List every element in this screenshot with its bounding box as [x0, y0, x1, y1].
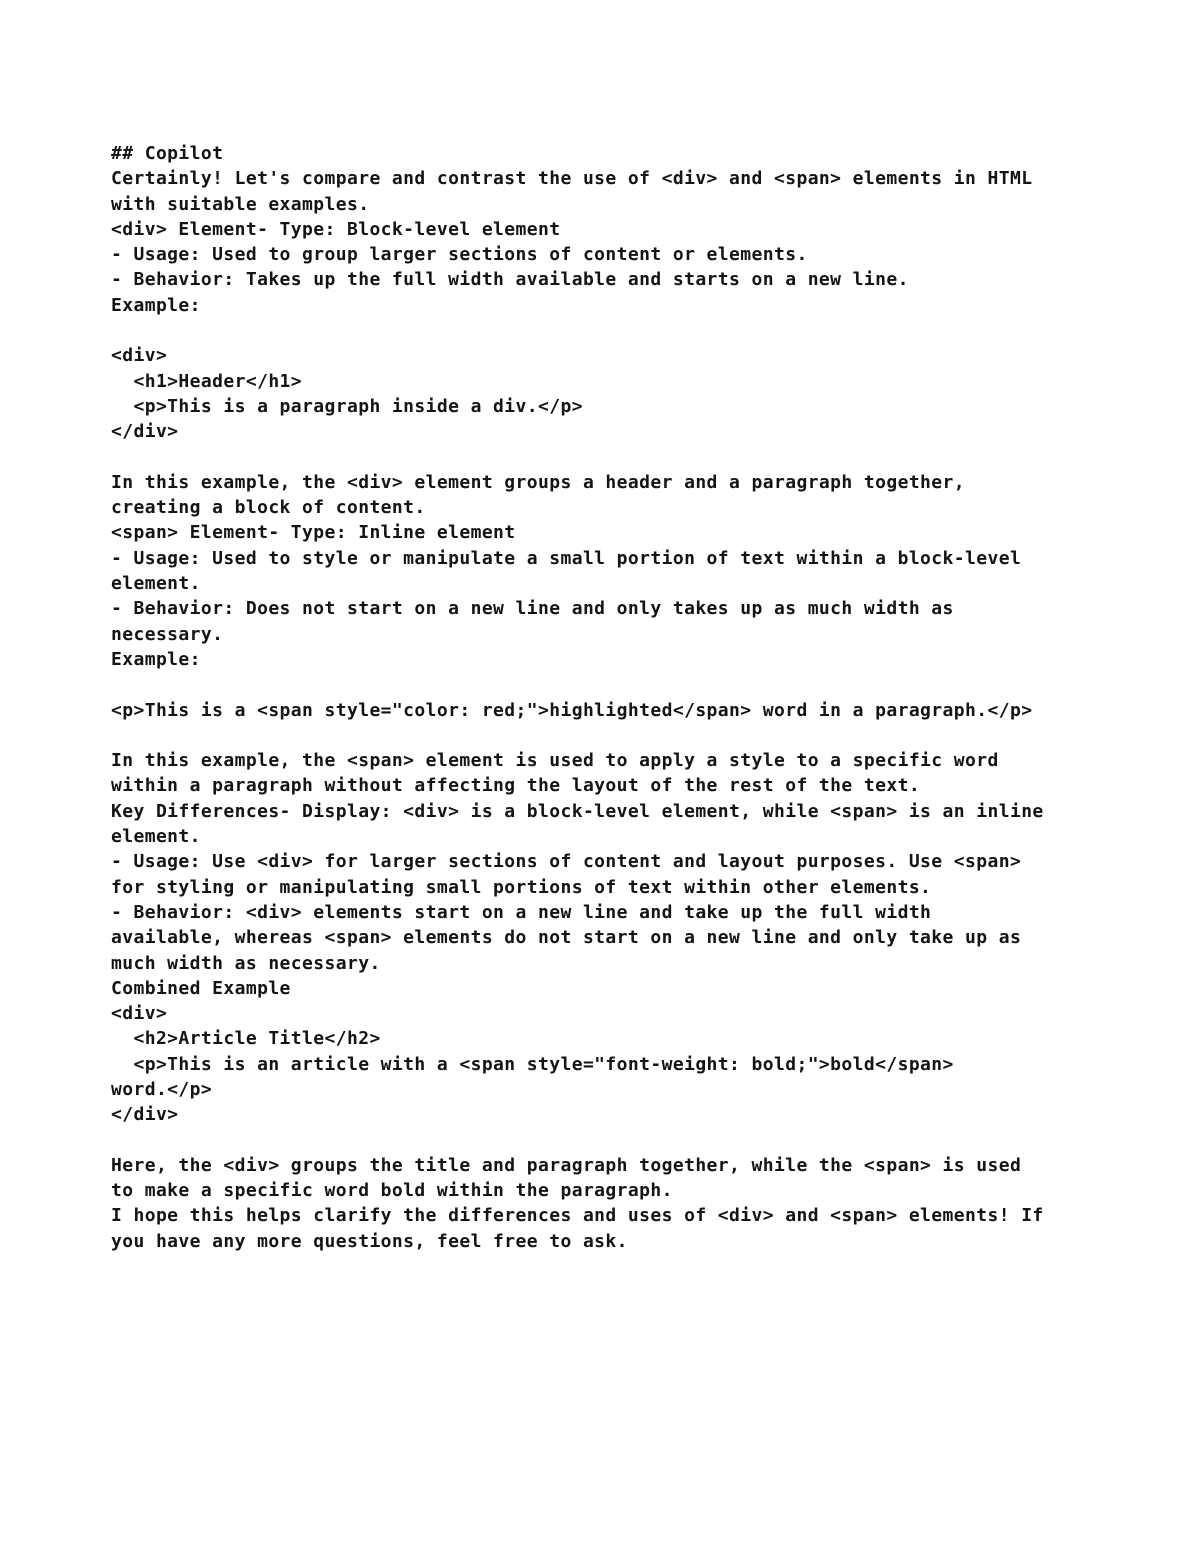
text-line: Here, the <div> groups the title and paragraph together, while the <span> is used	[111, 1154, 1022, 1176]
blank-line	[111, 1128, 1111, 1153]
code-line: <p>This is a <span style="color: red;">highlighted</span> word in a paragraph.</p>	[111, 699, 1033, 721]
code-line: <h2>Article Title</h2>	[111, 1028, 381, 1050]
text-line: necessary.	[111, 623, 224, 645]
text-line: element.	[111, 573, 201, 595]
text-line: - Behavior: Does not start on a new line and only takes up as much width as	[111, 598, 954, 620]
blank-line	[111, 318, 1111, 343]
text-line: much width as necessary.	[111, 952, 381, 974]
text-line: Example:	[111, 648, 201, 670]
code-line: <p>This is an article with a <span style="font-weight: bold;">bold</span>	[111, 1053, 954, 1075]
code-line: <div>	[111, 345, 168, 367]
code-line: word.</p>	[111, 1078, 213, 1100]
blank-line	[111, 723, 1111, 748]
text-line: Key Differences- Display: <div> is a block-level element, while <span> is an inline	[111, 800, 1044, 822]
text-line: with suitable examples.	[111, 193, 370, 215]
blank-line	[111, 672, 1111, 697]
text-line: - Usage: Used to group larger sections of content or elements.	[111, 244, 808, 266]
document-body	[111, 141, 1111, 1254]
text-line: to make a specific word bold within the paragraph.	[111, 1180, 673, 1202]
document-heading: ## Copilot	[111, 143, 224, 164]
text-line: - Behavior: Takes up the full width available and starts on a new line.	[111, 269, 909, 291]
text-line: within a paragraph without affecting the layout of the rest of the text.	[111, 775, 921, 797]
text-line: - Usage: Used to style or manipulate a small portion of text within a block-level	[111, 547, 1022, 569]
text-line: creating a block of content.	[111, 497, 426, 519]
code-line: <div>	[111, 1003, 168, 1025]
text-line: - Usage: Use <div> for larger sections of content and layout purposes. Use <span>	[111, 851, 1022, 873]
text-line: you have any more questions, feel free to ask.	[111, 1230, 628, 1252]
text-line: - Behavior: <div> elements start on a new line and take up the full width	[111, 901, 932, 923]
text-line: In this example, the <div> element groups a header and a paragraph together,	[111, 471, 966, 493]
blank-line	[111, 445, 1111, 470]
text-line: <div> Element- Type: Block-level element	[111, 218, 561, 240]
text-line: <span> Element- Type: Inline element	[111, 522, 516, 544]
text-line: for styling or manipulating small portions of text within other elements.	[111, 876, 932, 898]
text-line: Example:	[111, 294, 201, 316]
text-line: In this example, the <span> element is used to apply a style to a specific word	[111, 750, 999, 772]
code-line: <h1>Header</h1>	[111, 370, 303, 392]
text-line: Certainly! Let's compare and contrast the use of <div> and <span> elements in HTML	[111, 168, 1033, 190]
code-line: </div>	[111, 421, 179, 443]
text-line: Combined Example	[111, 977, 291, 999]
code-line: <p>This is a paragraph inside a div.</p>	[111, 395, 583, 417]
code-line: </div>	[111, 1104, 179, 1126]
text-line: element.	[111, 826, 201, 848]
text-line: available, whereas <span> elements do not start on a new line and only take up as	[111, 927, 1022, 949]
text-line: I hope this helps clarify the differences and uses of <div> and <span> elements! If	[111, 1205, 1044, 1227]
